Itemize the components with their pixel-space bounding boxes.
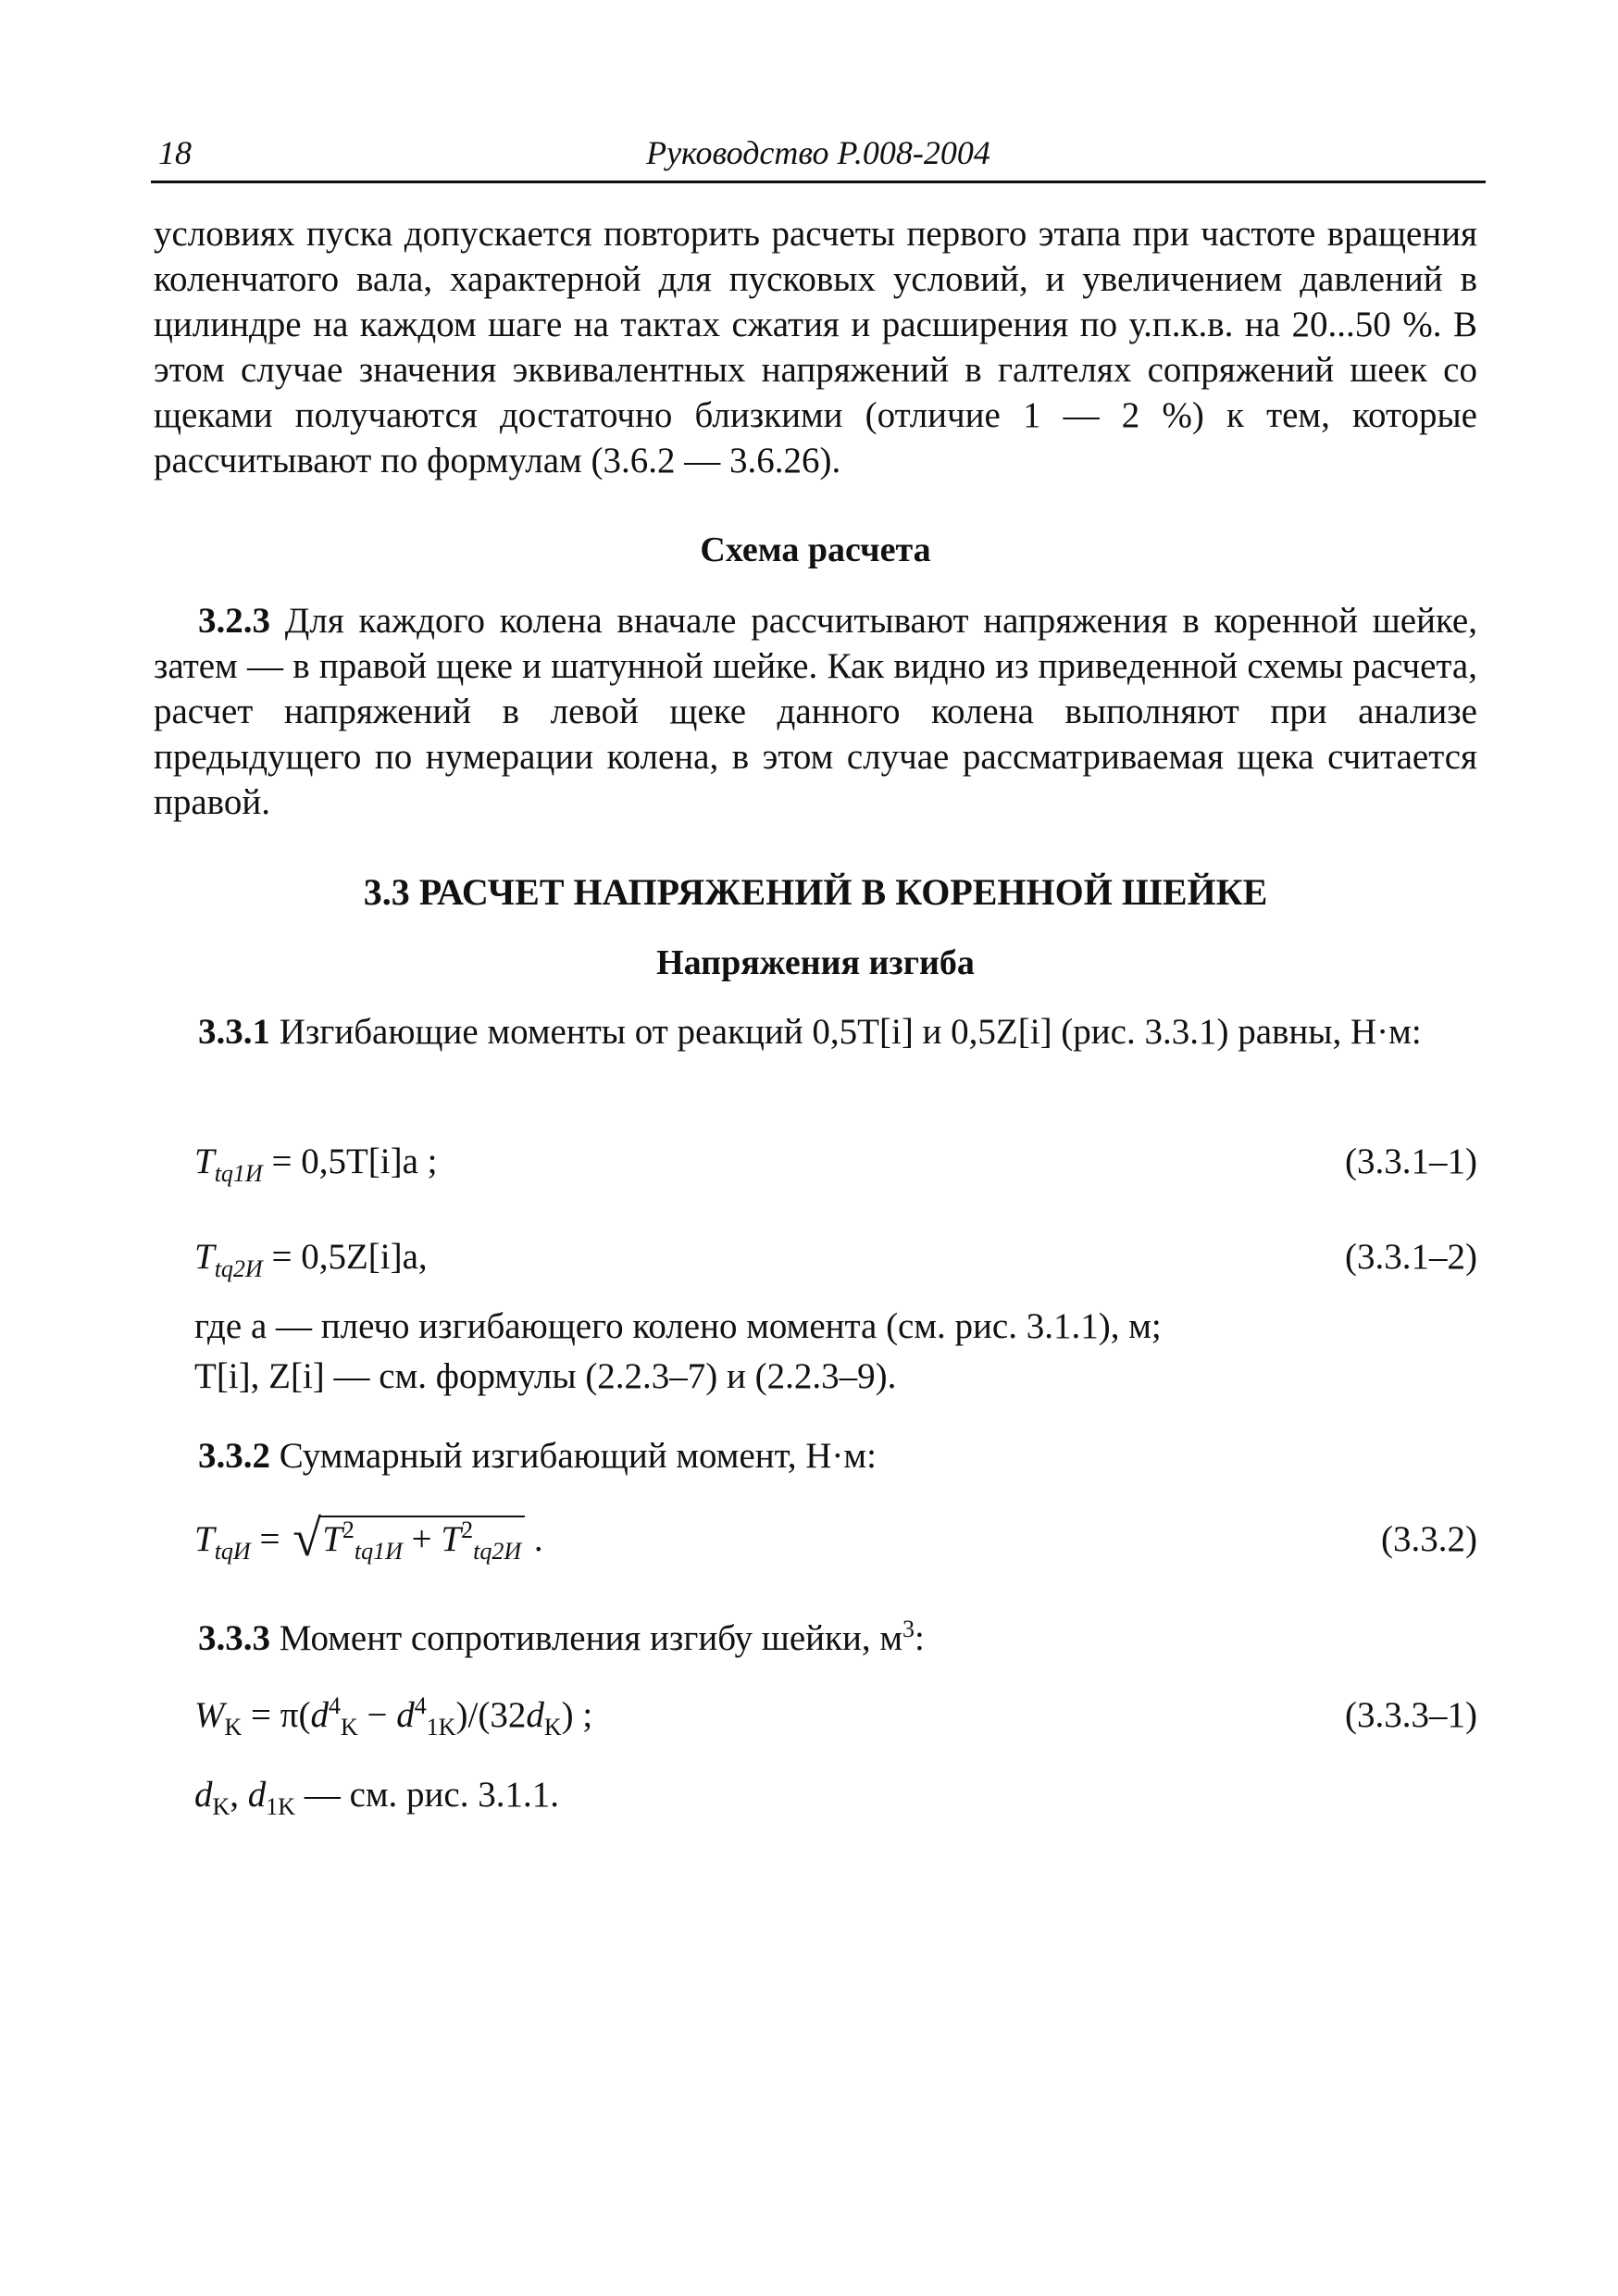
formula-4-sub: K <box>224 1713 243 1741</box>
header-rule <box>151 181 1486 183</box>
p333-paragraph: 3.3.3 Момент сопротивления изгибу шейки, $м^3$: <box>198 1616 925 1658</box>
p331-text: Изгибающие моменты от реакций 0,5T[i] и 0,5Z[i] (рис. 3.3.1) равны, Н·м: <box>270 1012 1422 1052</box>
formula-3-lhs: T <box>194 1519 215 1559</box>
page-header <box>151 130 1486 181</box>
clause-number-3-2-3: 3.2.3 <box>198 601 270 641</box>
running-title: Руководство Р.008-2004 <box>646 134 990 171</box>
term2-sub: tq2И <box>473 1537 522 1565</box>
intro-text: условиях пуска допускается повторить расчеты первого этапа при частоте вращения коленчатого вала, характерной для пусковых условий, и увеличением давлений в цилиндре на каждом шаге на тактах сжатия и расширения по у.п.к.в. на 20...50 %. В этом случае значения эквивалентных напряжений в галтелях сопряжений шеек со щеками получаются достаточно близкими (отличие 1 — 2 %) к тем, которые рассчитывают по формулам (3.6.2 — 3.6.26). <box>154 214 1477 480</box>
formula-2-number: (3.3.1–2) <box>1345 1237 1477 1277</box>
formula-1-sub: tq1И <box>214 1159 263 1187</box>
where-note-3-text: — см. рис. 3.1.1. <box>304 1775 559 1815</box>
p331-paragraph <box>154 1009 1477 1054</box>
clause-number-3-3-1: 3.3.1 <box>198 1012 270 1052</box>
formula-1-rhs: = 0,5T[i]a ; <box>262 1142 438 1181</box>
subsection-heading: Напряжения изгиба <box>656 943 975 982</box>
formula-3-3-2: $T_{tqИ}$ = √ $T^2_{tq1И} + T^2_{tq2И}$ . (3.3.2) <box>194 1510 1477 1567</box>
where-note-3: $d_K$, $d_{1K}$ — см. рис. 3.1.1. <box>194 1775 559 1820</box>
formula-3-3-3-1: $W_K = \pi(d^4_K - d^4_{1K})/(32d_K)$ ; (3.3.3–1) <box>194 1692 1477 1741</box>
formula-3-number: (3.3.2) <box>1381 1519 1477 1559</box>
formula-2-sub: tq2И <box>214 1254 263 1282</box>
scheme-text: Для каждого колена вначале рассчитывают напряжения в коренной шейке, затем — в правой щеке и шатунной шейке. Как видно из приведенной схемы расчета, расчет напряжений в левой щеке данного колена выполняют при анализе предыдущего по нумерации колена, в этом случае рассматриваемая щека считается правой. <box>154 601 1477 822</box>
where-note-2: T[i], Z[i] — см. формулы (2.2.3–7) и (2.2.3–9). <box>194 1356 897 1396</box>
formula-3-3-1-2 <box>194 1236 1477 1292</box>
formula-4-number: (3.3.3–1) <box>1345 1695 1477 1735</box>
formula-4-lhs: W <box>194 1695 225 1735</box>
formula-2-rhs: = 0,5Z[i]a, <box>262 1237 428 1277</box>
where-note-1: где a — плечо изгибающего колено момента (см. рис. 3.1.1), м; <box>194 1306 1162 1346</box>
intro-paragraph <box>154 211 1477 483</box>
p332-text: Суммарный изгибающий момент, Н·м: <box>270 1436 877 1476</box>
p333-sup: 3 <box>902 1616 915 1642</box>
scheme-paragraph <box>154 598 1477 825</box>
term1-sub: tq1И <box>354 1537 403 1565</box>
clause-number-3-3-3: 3.3.3 <box>198 1618 270 1658</box>
section-heading: 3.3 РАСЧЕТ НАПРЯЖЕНИЙ В КОРЕННОЙ ШЕЙКЕ <box>363 871 1268 913</box>
radical-sign: √ <box>292 1510 321 1567</box>
formula-3-sub: tqИ <box>214 1537 251 1565</box>
p333-text: Момент сопротивления изгибу шейки, м <box>270 1618 903 1658</box>
p332-paragraph <box>154 1433 1477 1479</box>
formula-1-lhs: T <box>194 1142 215 1181</box>
page-number: 18 <box>158 134 192 171</box>
clause-number-3-3-2: 3.3.2 <box>198 1436 270 1476</box>
scheme-heading: Схема расчета <box>700 530 931 569</box>
formula-3-3-1-1 <box>194 1141 1477 1196</box>
square-root: √ $T^2_{tq1И} + T^2_{tq2И}$ <box>292 1518 525 1560</box>
formula-1-number: (3.3.1–1) <box>1345 1142 1477 1181</box>
formula-2-lhs: T <box>194 1237 215 1277</box>
